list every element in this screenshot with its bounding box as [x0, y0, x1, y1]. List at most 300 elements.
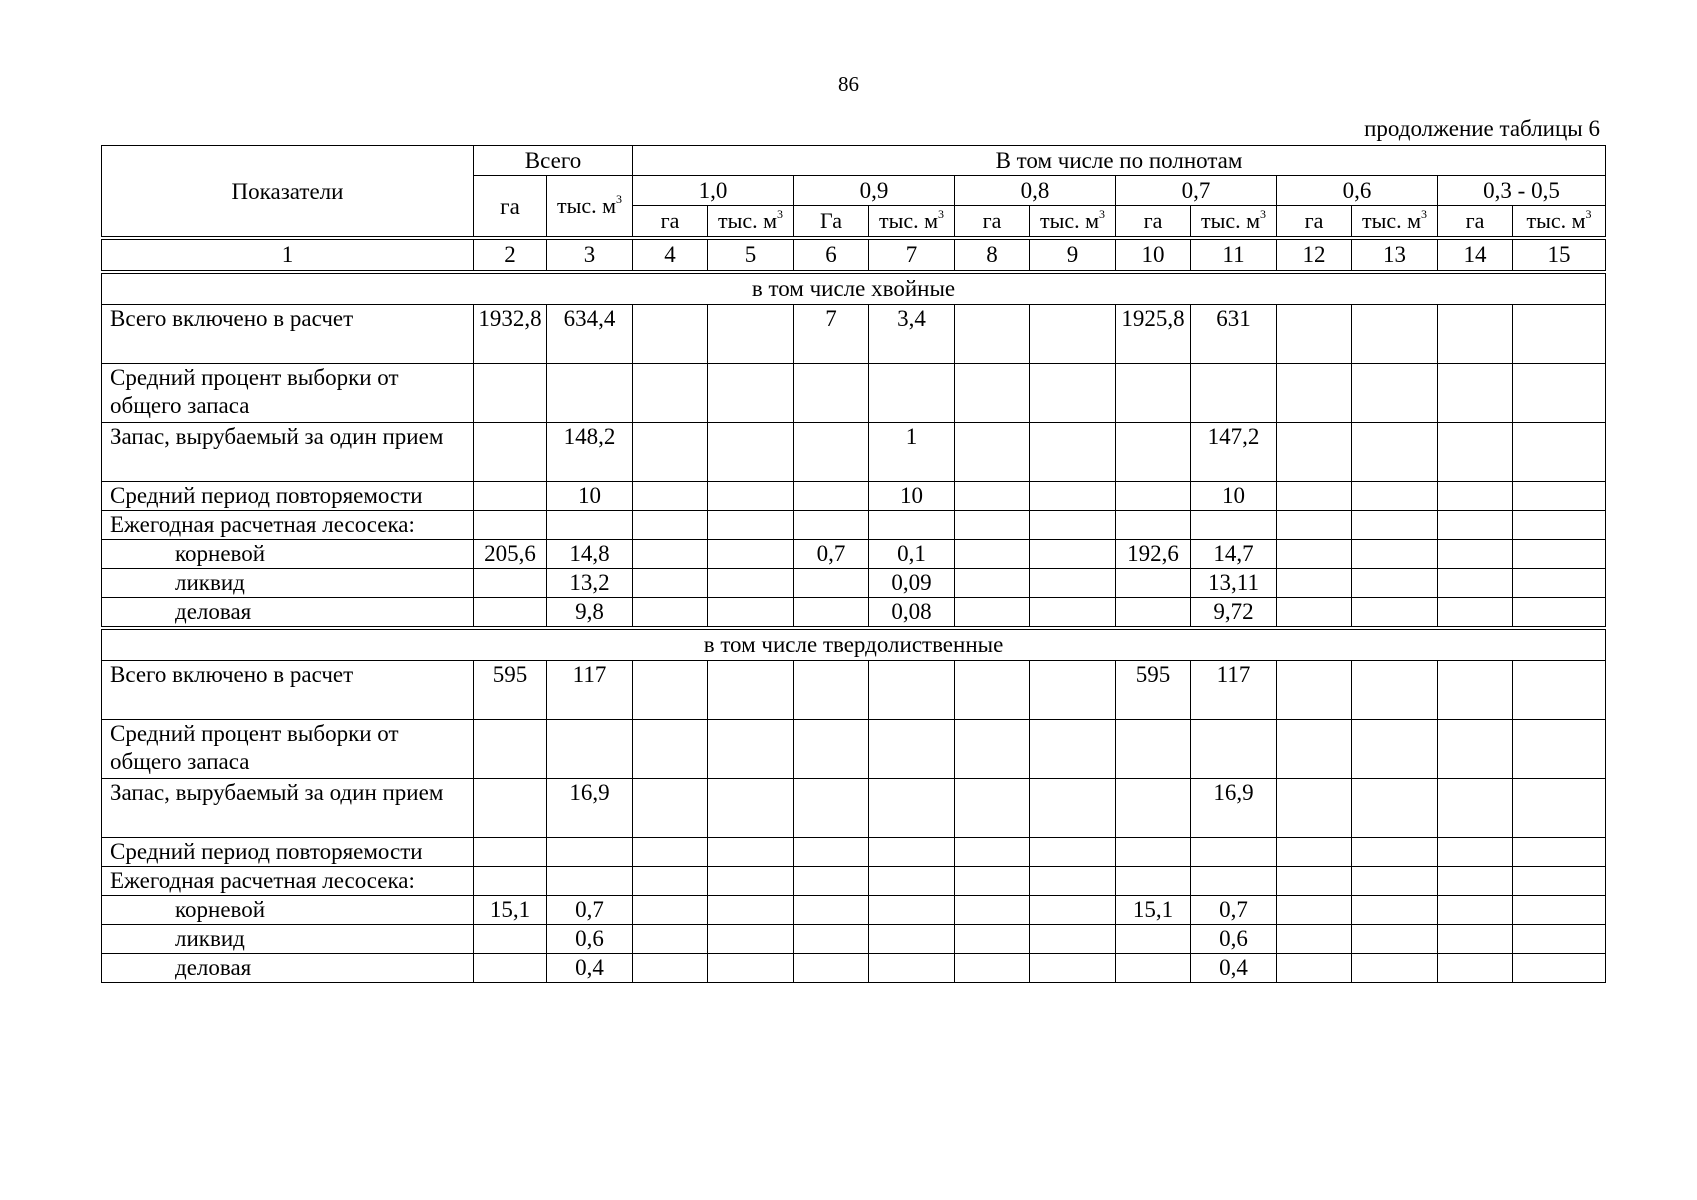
table-cell	[1191, 511, 1277, 540]
table-cell	[1030, 364, 1116, 423]
header-by-density: В том числе по полнотам	[633, 146, 1606, 176]
column-number: 13	[1352, 238, 1438, 272]
table-cell	[955, 661, 1030, 720]
header-total-ha: га	[474, 176, 547, 239]
column-number: 1	[102, 238, 474, 272]
row-label: Средний период повторяемости	[102, 838, 474, 867]
table-cell	[547, 511, 633, 540]
table-cell	[955, 540, 1030, 569]
table-cell: 0,09	[869, 569, 955, 598]
table-row	[102, 896, 1606, 925]
table-cell	[1116, 925, 1191, 954]
table-cell	[633, 511, 708, 540]
table-cell: 0,7	[547, 896, 633, 925]
table-cell	[1116, 720, 1191, 779]
table-cell: 3,4	[869, 305, 955, 364]
table-cell	[633, 779, 708, 838]
table-cell	[1030, 896, 1116, 925]
table-cell	[1438, 482, 1513, 511]
table-cell	[1277, 779, 1352, 838]
table-cell	[1438, 661, 1513, 720]
header-density-6: 0,3 - 0,5	[1438, 176, 1606, 206]
table-cell	[708, 867, 794, 896]
row-label: ликвид	[102, 925, 474, 954]
table-row	[102, 540, 1606, 569]
table-cell	[633, 954, 708, 983]
table-cell	[1277, 423, 1352, 482]
table-cell	[1352, 364, 1438, 423]
table-cell	[547, 720, 633, 779]
table-cell	[955, 838, 1030, 867]
table-cell	[1116, 482, 1191, 511]
header-ha: га	[1277, 206, 1352, 239]
table-cell	[474, 779, 547, 838]
table-continuation-label: продолжение таблицы 6	[1364, 116, 1600, 141]
table-cell	[1030, 540, 1116, 569]
table-header	[102, 146, 1606, 239]
table-cell	[1277, 838, 1352, 867]
table-cell: 0,6	[1191, 925, 1277, 954]
table-cell	[1513, 569, 1606, 598]
table-cell	[794, 867, 869, 896]
table-cell	[1513, 423, 1606, 482]
table-cell: 634,4	[547, 305, 633, 364]
table-cell	[708, 482, 794, 511]
table-row	[102, 661, 1606, 720]
table-cell	[547, 364, 633, 423]
table-cell	[474, 423, 547, 482]
table-cell	[708, 925, 794, 954]
table-cell	[1030, 569, 1116, 598]
row-label: Ежегодная расчетная лесосека:	[102, 511, 474, 540]
table-cell	[1438, 423, 1513, 482]
table-cell	[955, 305, 1030, 364]
volume-unit-exponent: 3	[1099, 206, 1106, 221]
table-cell	[708, 598, 794, 629]
table-cell	[1030, 925, 1116, 954]
table-cell	[869, 661, 955, 720]
table-cell	[708, 720, 794, 779]
table-cell	[869, 779, 955, 838]
table-cell	[633, 540, 708, 569]
table-row	[102, 925, 1606, 954]
table-row	[102, 423, 1606, 482]
table-cell	[1513, 540, 1606, 569]
row-label: деловая	[102, 598, 474, 629]
table-cell	[794, 954, 869, 983]
table-cell	[633, 598, 708, 629]
table-cell	[955, 896, 1030, 925]
table-cell	[1513, 867, 1606, 896]
table-cell	[633, 867, 708, 896]
table-cell	[955, 954, 1030, 983]
table-cell	[794, 896, 869, 925]
header-volume	[1191, 206, 1277, 239]
table-cell	[869, 867, 955, 896]
table-cell	[955, 720, 1030, 779]
table-cell	[474, 867, 547, 896]
table-cell	[955, 569, 1030, 598]
table-cell	[547, 838, 633, 867]
table-cell	[474, 569, 547, 598]
table-cell	[1191, 720, 1277, 779]
table-cell	[708, 364, 794, 423]
table-cell	[1191, 364, 1277, 423]
table-cell	[1277, 569, 1352, 598]
section-title: в том числе хвойные	[102, 272, 1606, 305]
table-cell	[869, 896, 955, 925]
table-cell	[1277, 540, 1352, 569]
table-cell	[474, 954, 547, 983]
table-cell	[955, 867, 1030, 896]
table-cell	[633, 661, 708, 720]
table-cell	[474, 364, 547, 423]
row-label: деловая	[102, 954, 474, 983]
table-cell	[1277, 598, 1352, 629]
table-cell	[1277, 305, 1352, 364]
table-row	[102, 838, 1606, 867]
column-number: 14	[1438, 238, 1513, 272]
table-cell: 13,11	[1191, 569, 1277, 598]
table-cell	[869, 838, 955, 867]
table-cell	[1513, 954, 1606, 983]
table-cell	[1513, 482, 1606, 511]
table-cell	[1513, 779, 1606, 838]
table-cell	[1352, 925, 1438, 954]
table-cell: 0,4	[1191, 954, 1277, 983]
column-number: 15	[1513, 238, 1606, 272]
table-cell	[794, 720, 869, 779]
volume-unit: тыс. м	[717, 208, 778, 233]
table-cell: 7	[794, 305, 869, 364]
column-number: 11	[1191, 238, 1277, 272]
table-cell	[633, 569, 708, 598]
table-cell	[474, 598, 547, 629]
table-cell: 117	[547, 661, 633, 720]
table-cell	[1352, 896, 1438, 925]
table-cell	[1352, 569, 1438, 598]
table-cell	[1030, 598, 1116, 629]
table-cell	[1352, 661, 1438, 720]
table-cell	[1191, 838, 1277, 867]
header-ha: Га	[794, 206, 869, 239]
table-cell	[633, 305, 708, 364]
table-cell	[1277, 661, 1352, 720]
volume-unit-exponent: 3	[616, 191, 623, 206]
column-number: 9	[1030, 238, 1116, 272]
row-label: корневой	[102, 896, 474, 925]
table-cell: 205,6	[474, 540, 547, 569]
table-cell	[869, 511, 955, 540]
table-cell	[708, 896, 794, 925]
volume-unit: тыс. м	[1039, 208, 1100, 233]
table-cell	[1352, 838, 1438, 867]
table-cell	[1030, 954, 1116, 983]
table-cell	[633, 423, 708, 482]
table-cell	[1438, 954, 1513, 983]
header-density-4: 0,7	[1116, 176, 1277, 206]
table-cell	[794, 779, 869, 838]
table-cell	[1352, 867, 1438, 896]
table-cell: 9,8	[547, 598, 633, 629]
table-cell	[794, 569, 869, 598]
table-cell	[1352, 598, 1438, 629]
table-cell	[708, 305, 794, 364]
header-total-volume	[547, 176, 633, 239]
table-cell	[955, 364, 1030, 423]
table-cell	[794, 423, 869, 482]
table-cell: 0,08	[869, 598, 955, 629]
table-cell	[794, 482, 869, 511]
table-cell: 595	[474, 661, 547, 720]
table-row	[102, 364, 1606, 423]
table-cell: 15,1	[1116, 896, 1191, 925]
volume-unit-exponent: 3	[1421, 206, 1428, 221]
table-cell	[1438, 925, 1513, 954]
table-cell	[1277, 482, 1352, 511]
table-cell	[1438, 364, 1513, 423]
table-cell	[1352, 305, 1438, 364]
table-row	[102, 305, 1606, 364]
table-cell	[1352, 779, 1438, 838]
header-ha: га	[955, 206, 1030, 239]
column-number: 6	[794, 238, 869, 272]
table-cell: 1925,8	[1116, 305, 1191, 364]
table-cell	[1513, 364, 1606, 423]
header-volume	[1513, 206, 1606, 239]
table-cell: 9,72	[1191, 598, 1277, 629]
volume-unit-exponent: 3	[777, 206, 784, 221]
table-cell	[708, 511, 794, 540]
table-cell	[708, 779, 794, 838]
row-label: Ежегодная расчетная лесосека:	[102, 867, 474, 896]
table-cell	[794, 364, 869, 423]
table-cell	[1438, 838, 1513, 867]
table-cell: 117	[1191, 661, 1277, 720]
table-cell	[1116, 569, 1191, 598]
table-cell	[1513, 896, 1606, 925]
table-cell	[633, 896, 708, 925]
table-cell	[869, 925, 955, 954]
header-ha: га	[633, 206, 708, 239]
table-cell	[955, 423, 1030, 482]
table-cell: 15,1	[474, 896, 547, 925]
table-cell	[869, 954, 955, 983]
header-volume	[1352, 206, 1438, 239]
table-cell	[474, 511, 547, 540]
table-cell: 147,2	[1191, 423, 1277, 482]
table-cell: 1	[869, 423, 955, 482]
table-cell	[474, 482, 547, 511]
volume-unit-exponent: 3	[1260, 206, 1267, 221]
table-cell: 16,9	[547, 779, 633, 838]
table-cell	[547, 867, 633, 896]
column-number: 2	[474, 238, 547, 272]
column-number: 12	[1277, 238, 1352, 272]
table-cell: 631	[1191, 305, 1277, 364]
table-cell: 16,9	[1191, 779, 1277, 838]
table-cell	[1116, 598, 1191, 629]
table-row	[102, 720, 1606, 779]
table-cell	[1030, 661, 1116, 720]
volume-unit-exponent: 3	[938, 206, 945, 221]
table-cell	[794, 838, 869, 867]
table-row	[102, 482, 1606, 511]
table-cell	[1030, 867, 1116, 896]
row-label: Средний процент выборки от общего запаса	[102, 720, 474, 779]
table-cell	[1513, 661, 1606, 720]
table-cell	[1438, 511, 1513, 540]
table-cell	[794, 661, 869, 720]
column-number: 8	[955, 238, 1030, 272]
table-cell	[1277, 511, 1352, 540]
table-cell	[474, 925, 547, 954]
column-number: 7	[869, 238, 955, 272]
table-cell	[1513, 720, 1606, 779]
table-cell	[955, 598, 1030, 629]
table-cell	[633, 720, 708, 779]
table-cell	[708, 540, 794, 569]
table-cell: 595	[1116, 661, 1191, 720]
table-cell	[1352, 954, 1438, 983]
row-label: Запас, вырубаемый за один прием	[102, 423, 474, 482]
forest-table	[101, 145, 1606, 983]
volume-unit: тыс. м	[878, 208, 939, 233]
table-cell	[1116, 423, 1191, 482]
table-cell: 13,2	[547, 569, 633, 598]
table-cell: 14,8	[547, 540, 633, 569]
table-cell	[1116, 779, 1191, 838]
table-cell	[955, 925, 1030, 954]
header-density-3: 0,8	[955, 176, 1116, 206]
table-cell	[1438, 720, 1513, 779]
table-cell	[955, 482, 1030, 511]
table-cell	[955, 779, 1030, 838]
table-cell	[1352, 511, 1438, 540]
table-cell	[1352, 540, 1438, 569]
table-cell	[1513, 511, 1606, 540]
table-cell	[1352, 423, 1438, 482]
table-cell	[1352, 482, 1438, 511]
table-cell	[1513, 838, 1606, 867]
row-label: Средний процент выборки от общего запаса	[102, 364, 474, 423]
table-cell	[1277, 954, 1352, 983]
table-cell: 0,7	[794, 540, 869, 569]
section-row	[102, 272, 1606, 305]
table-cell	[1030, 305, 1116, 364]
table-cell	[1513, 305, 1606, 364]
table-cell	[633, 838, 708, 867]
volume-unit: тыс. м	[1361, 208, 1422, 233]
table-cell: 0,7	[1191, 896, 1277, 925]
column-number-row	[102, 238, 1606, 272]
column-number: 5	[708, 238, 794, 272]
header-volume	[1030, 206, 1116, 239]
table-row	[102, 569, 1606, 598]
table-cell: 10	[1191, 482, 1277, 511]
table-cell	[1438, 867, 1513, 896]
table-cell	[1030, 779, 1116, 838]
table-cell	[708, 569, 794, 598]
table-cell: 148,2	[547, 423, 633, 482]
table-cell	[1438, 540, 1513, 569]
table-cell	[1277, 364, 1352, 423]
column-number: 4	[633, 238, 708, 272]
table-cell	[474, 720, 547, 779]
volume-unit-exponent: 3	[1585, 206, 1592, 221]
table-cell	[1513, 598, 1606, 629]
table-cell	[708, 954, 794, 983]
volume-unit: тыс. м	[556, 193, 617, 218]
table-cell: 0,1	[869, 540, 955, 569]
column-number: 3	[547, 238, 633, 272]
page-number: 86	[838, 72, 859, 96]
row-label: Средний период повторяемости	[102, 482, 474, 511]
table-cell: 0,4	[547, 954, 633, 983]
table-cell: 14,7	[1191, 540, 1277, 569]
table-row	[102, 779, 1606, 838]
volume-unit: тыс. м	[1526, 208, 1586, 233]
table-cell	[794, 925, 869, 954]
table-cell	[1277, 867, 1352, 896]
table-cell	[1438, 779, 1513, 838]
table-cell	[1438, 305, 1513, 364]
header-density-1: 1,0	[633, 176, 794, 206]
table-cell	[1438, 896, 1513, 925]
row-label: Всего включено в расчет	[102, 661, 474, 720]
table-cell	[1030, 511, 1116, 540]
table-cell	[1030, 720, 1116, 779]
table-cell	[708, 838, 794, 867]
header-total: Всего	[474, 146, 633, 176]
table-cell	[869, 720, 955, 779]
table-cell	[708, 661, 794, 720]
section-title: в том числе твердолиственные	[102, 628, 1606, 661]
table-cell: 192,6	[1116, 540, 1191, 569]
table-cell	[633, 482, 708, 511]
table-cell	[1191, 867, 1277, 896]
header-density-2: 0,9	[794, 176, 955, 206]
table-cell	[869, 364, 955, 423]
volume-unit: тыс. м	[1200, 208, 1261, 233]
table-cell	[794, 511, 869, 540]
table-cell	[474, 838, 547, 867]
table-cell	[1352, 720, 1438, 779]
table-cell: 10	[547, 482, 633, 511]
header-ha: га	[1438, 206, 1513, 239]
table-row	[102, 867, 1606, 896]
table-cell	[1116, 511, 1191, 540]
table-cell	[1116, 838, 1191, 867]
table-row	[102, 954, 1606, 983]
header-ha: га	[1116, 206, 1191, 239]
table-cell	[1277, 925, 1352, 954]
table-cell	[633, 364, 708, 423]
table-cell	[633, 925, 708, 954]
table-cell: 10	[869, 482, 955, 511]
table-row	[102, 511, 1606, 540]
row-label: ликвид	[102, 569, 474, 598]
table-cell	[1277, 720, 1352, 779]
row-label: корневой	[102, 540, 474, 569]
table-cell	[955, 511, 1030, 540]
table-cell	[1030, 423, 1116, 482]
table-cell	[1438, 569, 1513, 598]
row-label: Всего включено в расчет	[102, 305, 474, 364]
section-row	[102, 628, 1606, 661]
table-cell	[1513, 925, 1606, 954]
table-cell	[1116, 867, 1191, 896]
